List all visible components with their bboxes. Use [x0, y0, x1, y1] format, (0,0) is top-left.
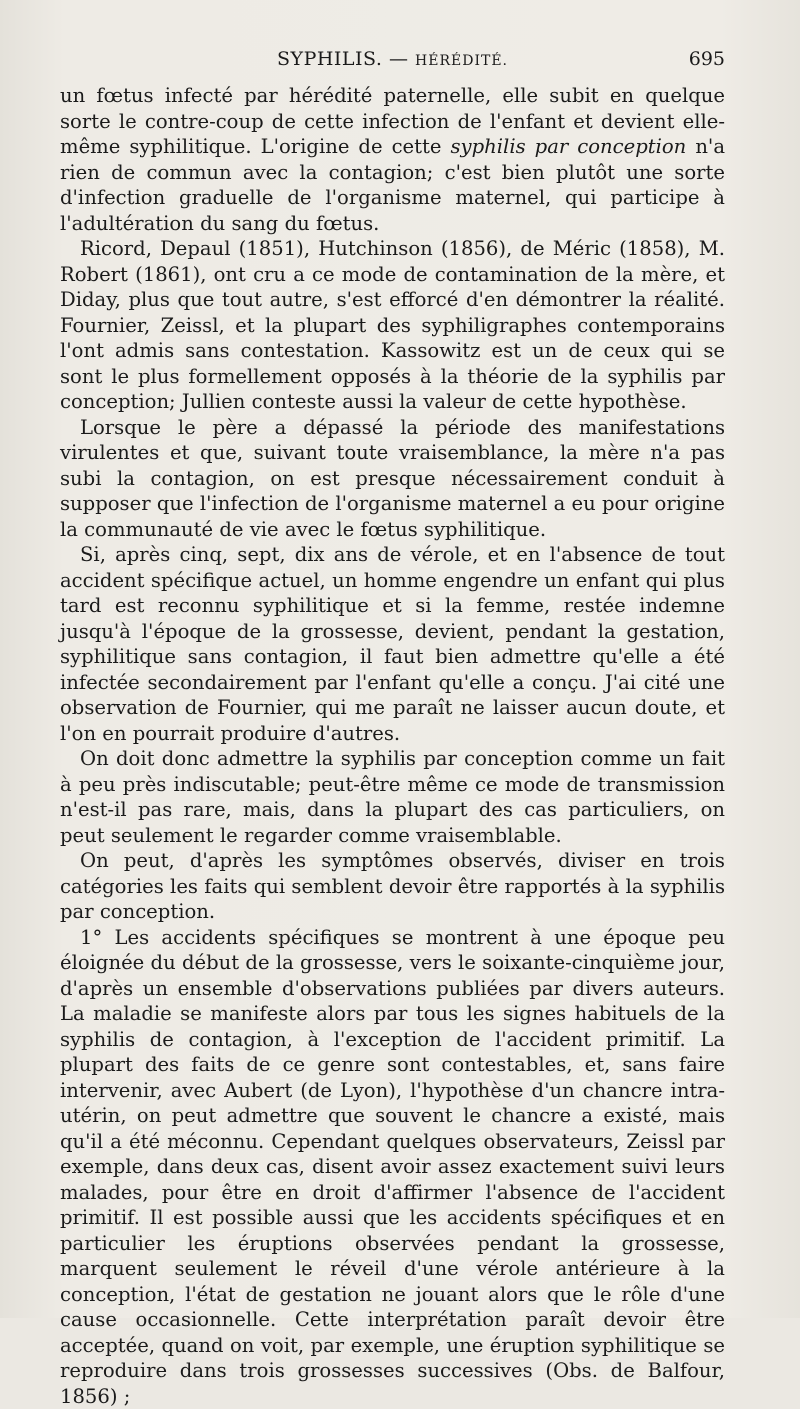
running-head-subtitle: HÉRÉDITÉ.	[415, 53, 508, 69]
running-head	[60, 48, 725, 70]
running-head-separator: —	[389, 48, 409, 70]
running-head-title: SYPHILIS.	[277, 48, 382, 70]
page-number: 695	[689, 48, 725, 70]
page-header	[60, 48, 725, 78]
paragraph-3: Lorsque le père a dépassé la période des manifestations virulentes et que, suivant toute vraisemblance, la mère n'a pas subi la contagion, on est presque nécessairement conduit à supposer que l'infection de l'organisme maternel a eu pour origine la communauté de vie avec le fœtus syphilitique.	[60, 415, 725, 543]
paragraph-1-before: un fœtus infecté par hérédité paternelle, elle subit en quelque sorte le contre-coup de cette infection de l'enfant et devient elle-même syphilitique. L'origine de cette	[60, 84, 725, 158]
paragraph-6: On peut, d'après les symptômes observés, diviser en trois catégories les faits qui semblent devoir être rapportés à la syphilis par conception.	[60, 848, 725, 925]
paragraph-4: Si, après cinq, sept, dix ans de vérole, et en l'absence de tout accident spécifique actuel, un homme engendre un enfant qui plus tard est reconnu syphilitique et si la femme, restée indemne jusqu'à l'époque de la grossesse, devient, pendant la gestation, syphilitique sans contagion, il faut bien admettre qu'elle a été infectée secondairement par l'enfant qu'elle a conçu. J'ai cité une observation de Fournier, qui me paraît ne laisser aucun doute, et l'on en pourrait produire d'autres.	[60, 542, 725, 746]
paragraph-1-emphasis: syphilis par conception	[451, 135, 687, 158]
paragraph-1	[60, 83, 725, 236]
paragraph-2: Ricord, Depaul (1851), Hutchinson (1856), de Méric (1858), M. Robert (1861), ont cru a ce mode de contamination de la mère, et Diday, plus que tout autre, s'est efforcé d'en démontrer la réalité. Fournier, Zeissl, et la plupart des syphiligraphes contemporains l'ont admis sans contestation. Kassowitz est un de ceux qui se sont le plus formellement opposés à la théorie de la syphilis par conception; Jullien conteste aussi la valeur de cette hypothèse.	[60, 236, 725, 415]
paragraph-1-after: n'a rien de commun avec la contagion; c'est bien plutôt une sorte d'infection graduelle de l'organisme maternel, qui participe à l'adultération du sang du fœtus.	[60, 135, 725, 235]
body-text	[60, 83, 725, 1409]
paragraph-7: 1° Les accidents spécifiques se montrent à une époque peu éloignée du début de la grossesse, vers le soixante-cinquième jour, d'après un ensemble d'observations publiées par divers auteurs. La maladie se manifeste alors par tous les signes habituels de la syphilis de contagion, à l'exception de l'accident primitif. La plupart des faits de ce genre sont contestables, et, sans faire intervenir, avec Aubert (de Lyon), l'hypothèse d'un chancre intra-utérin, on peut admettre que souvent le chancre a existé, mais qu'il a été méconnu. Cependant quelques observateurs, Zeissl par exemple, dans deux cas, disent avoir assez exactement suivi leurs malades, pour être en droit d'affirmer l'absence de l'accident primitif. Il est possible aussi que les accidents spécifiques et en particulier les éruptions observées pendant la grossesse, marquent seulement le réveil d'une vérole antérieure à la conception, l'état de gestation ne jouant alors que le rôle d'une cause occasionnelle. Cette interprétation paraît devoir être acceptée, quand on voit, par exemple, une éruption syphilitique se reproduire dans trois grossesses successives (Obs. de Balfour, 1856) ;	[60, 925, 725, 1409]
paragraph-5: On doit donc admettre la syphilis par conception comme un fait à peu près indiscutable; peut-être même ce mode de transmission n'est-il pas rare, mais, dans la plupart des cas particuliers, on peut seulement le regarder comme vraisemblable.	[60, 746, 725, 848]
